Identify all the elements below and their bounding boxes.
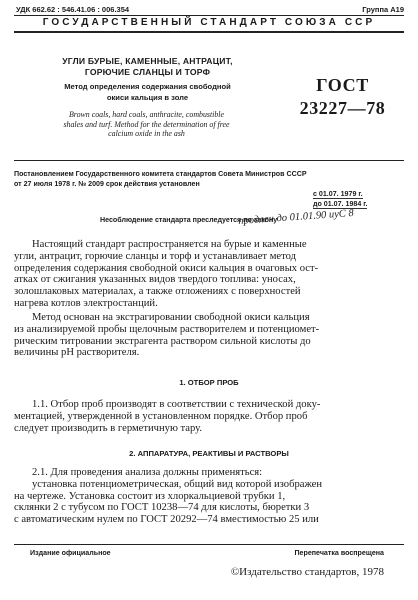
valid-to-date: до 01.07. 1984 г.: [313, 200, 368, 208]
intro-line: Настоящий стандарт распространяется на бурые и каменные: [32, 239, 307, 250]
section-1-line: ментацией, утвержденной в установленном порядке. Отбор проб: [14, 410, 308, 422]
section-2-line: 2.1. Для проведения анализа должны применяться:: [32, 467, 263, 478]
section-1-line: следует производить в герметичную тару.: [14, 422, 203, 434]
intro-line: угли, антрацит, горючие сланцы и торф и устанавливает метод: [14, 250, 296, 262]
gost-number: 23227—78: [299, 98, 386, 118]
method-line: из анализируемой пробы щелочным растворителем и потенциомет-: [14, 323, 320, 335]
handwritten-extension-note: продлен до 01.01.90 иуС 8: [238, 207, 355, 227]
section-2-line: установка потенциометрическая, общий вид которой изображен: [32, 478, 323, 490]
english-title: [14, 110, 279, 139]
method-line-1: Метод определения содержания свободной: [64, 82, 231, 91]
method-line-2: окиси кальция в золе: [106, 92, 189, 102]
group-code: Группа А19: [362, 5, 404, 14]
decree-text: [14, 170, 307, 189]
section-1-paragraph: [14, 399, 404, 434]
title-bottom-rule: [14, 160, 404, 161]
title-line-2: ГОРЮЧИЕ СЛАНЦЫ И ТОРФ: [84, 67, 211, 78]
legal-notice: Несоблюдение стандарта преследуется по закону: [100, 216, 278, 224]
title-line-1: УГЛИ БУРЫЕ, КАМЕННЫЕ, АНТРАЦИТ,: [62, 56, 233, 66]
method-line: величины pH растворителя.: [14, 347, 140, 359]
method-line: рическим титровании экстрагента раствором сильной кислоты до: [14, 335, 311, 347]
section-1-heading: 1. ОТБОР ПРОБ: [179, 378, 239, 387]
english-title-line-2: shales and turf. Method for the determination of free: [63, 119, 230, 129]
header-top-rule: [14, 15, 404, 16]
section-1-line: 1.1. Отбор проб производят в соответствии с технической доку-: [32, 399, 321, 410]
method-line: Метод основан на экстрагировании свободной окиси кальция: [32, 312, 310, 323]
valid-from-date: с 01.07. 1979 г.: [313, 190, 363, 198]
section-2-paragraph: [14, 467, 404, 526]
section-2-heading: 2. АППАРАТУРА, РЕАКТИВЫ И РАСТВОРЫ: [129, 449, 289, 458]
footer-rule: [14, 544, 404, 545]
english-title-line-3: calcium oxide in the ash: [108, 129, 185, 139]
gost-label: ГОСТ: [316, 75, 369, 95]
method-subtitle: [40, 82, 255, 103]
section-2-line: склянки 2 с тубусом по ГОСТ 10238—74 для кислоты, бюретки 3: [14, 502, 310, 514]
header-bottom-rule: [14, 31, 404, 33]
copyright: ©Издательство стандартов, 1978: [230, 566, 384, 578]
intro-line: определения содержания свободной окиси кальция в очаговых ост-: [14, 262, 319, 274]
official-edition-label: Издание официальное: [30, 549, 111, 557]
decree-line-1: Постановлением Государственного комитета стандартов Совета Министров СССР: [14, 170, 307, 178]
intro-paragraph: [14, 239, 404, 310]
standard-banner: ГОСУДАРСТВЕННЫЙ СТАНДАРТ СОЮЗА ССР: [42, 17, 376, 28]
section-2-line: с автоматическим нулем по ГОСТ 20292—74 вместимостью 25 или: [14, 514, 319, 526]
udk-code: УДК 662.62 : 546.41.06 : 006.354: [16, 5, 130, 14]
intro-line: нагрева котлов электростанций.: [14, 297, 158, 309]
section-2-line: на чертеже. Установка состоит из хлоркальциевой трубки 1,: [14, 490, 286, 502]
reprint-prohibited-label: Перепечатка воспрещена: [294, 549, 384, 557]
intro-line: атках от сжигания указанных видов твердого топлива: уносах,: [14, 274, 296, 286]
method-basis-paragraph: [14, 312, 404, 359]
document-title: [40, 56, 255, 78]
english-title-line-1: Brown coals, hard coals, anthracite, combustible: [68, 110, 225, 119]
decree-line-2: от 27 июля 1978 г. № 2009 срок действия установлен: [14, 179, 200, 188]
intro-line: золошлаковых материалах, а также отложениях с поверхностей: [14, 286, 301, 298]
